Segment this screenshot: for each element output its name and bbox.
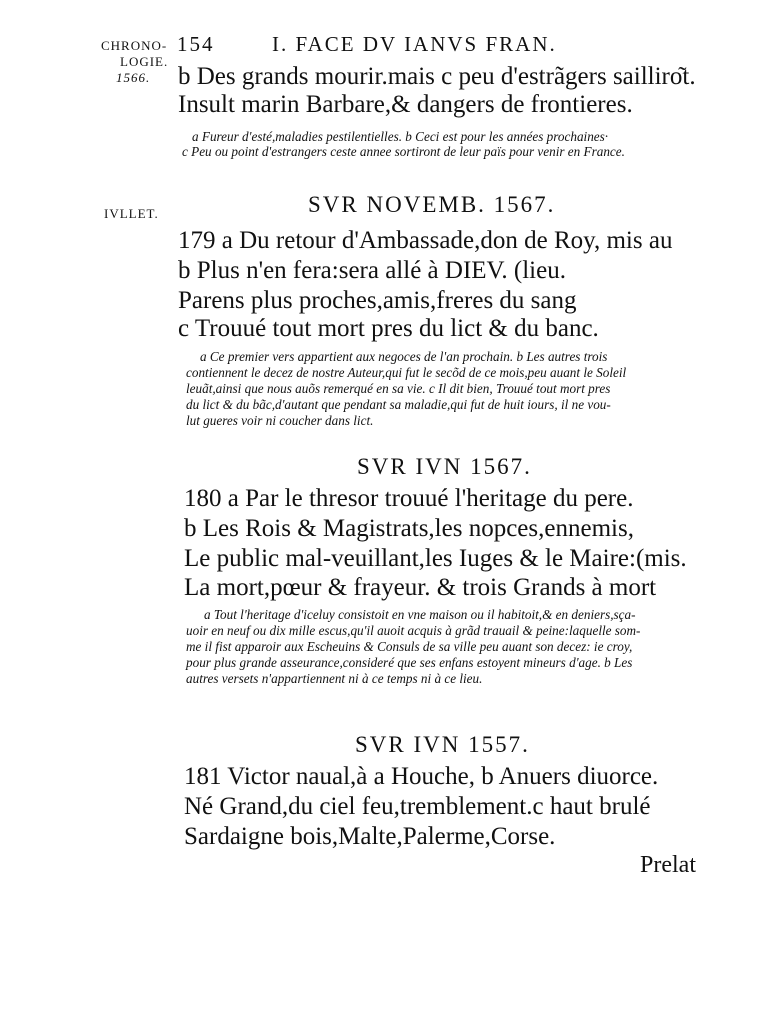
verse-line: c Trouué tout mort pres du lict & du banc. [178, 315, 599, 342]
margin-month: IVLLET. [104, 206, 159, 221]
note-line: contiennent le decez de nostre Auteur,qui fut le secõd de ce mois,peu auant le Soleil [186, 365, 627, 380]
page-number: 154 [177, 32, 215, 56]
note-line: a Ce premier vers appartient aux negoces de l'an prochain. b Les autres trois [200, 349, 608, 364]
margin-chronologie-1: CHRONO- [101, 38, 168, 53]
note-line: leuãt,ainsi que nous auõs remerqué en sa vie. c Il dit bien, Trouué tout mort pres [186, 381, 611, 396]
note-line: c Peu ou point d'estrangers ceste annee sortiront de leur païs pour venir en France. [182, 144, 625, 159]
catchword: Prelat [640, 852, 696, 878]
verse-line: Parens plus proches,amis,freres du sang [178, 287, 577, 314]
verse-line: 179 a Du retour d'Ambassade,don de Roy, mis au [178, 227, 673, 254]
verse-line: Sardaigne bois,Malte,Palerme,Corse. [184, 823, 556, 850]
note-line: me il fist apparoir aux Escheuins & Consuls de sa ville peu auant son decez: ie croy, [186, 639, 633, 654]
note-line: du lict & du bãc,d'autant que pendant sa maladie,qui fut de huit iours, il ne vou- [186, 397, 611, 412]
margin-chronologie-2: LOGIE. [120, 54, 169, 69]
verse-line: b Des grands mourir.mais c peu d'estrãgers sailliro͂t. [178, 63, 696, 90]
verse-line: Le public mal-veuillant,les Iuges & le Maire:(mis. [184, 545, 687, 572]
margin-year: 1566. [116, 70, 151, 85]
note-line: autres versets n'appartiennent ni à ce temps ni à ce lieu. [186, 671, 483, 686]
verse-line: 181 Victor naual,à a Houche, b Anuers diuorce. [184, 763, 659, 790]
verse-line: b Les Rois & Magistrats,les nopces,ennemis, [184, 515, 634, 542]
verse-line: b Plus n'en fera:sera allé à DIEV. (lieu. [178, 257, 566, 284]
section-heading: SVR IVN 1567. [357, 454, 532, 479]
note-line: pour plus grande asseurance,consideré que ses enfans estoyent mineurs d'age. b Les [186, 655, 633, 670]
verse-line: 180 a Par le thresor trouué l'heritage du pere. [184, 485, 634, 512]
note-line: uoir en neuf ou dix mille escus,qu'il auoit acquis à grãd trauail & peine:laquelle som- [186, 623, 641, 638]
verse-line: La mort,pœur & frayeur. & trois Grands à mort [184, 574, 657, 601]
verse-line: Insult marin Barbare,& dangers de frontieres. [178, 91, 633, 118]
section-heading: SVR IVN 1557. [355, 732, 530, 757]
section-heading: SVR NOVEMB. 1567. [308, 192, 556, 217]
note-line: a Tout l'heritage d'iceluy consistoit en vne maison ou il habitoit,& en deniers,sça- [204, 607, 636, 622]
note-line: lut gueres voir ni coucher dans lict. [186, 413, 374, 428]
note-line: a Fureur d'esté,maladies pestilentielles. b Ceci est pour les années prochaines· [192, 129, 609, 144]
running-title: I. FACE DV IANVS FRAN. [272, 32, 557, 56]
verse-line: Né Grand,du ciel feu,tremblement.c haut brulé [184, 793, 651, 820]
